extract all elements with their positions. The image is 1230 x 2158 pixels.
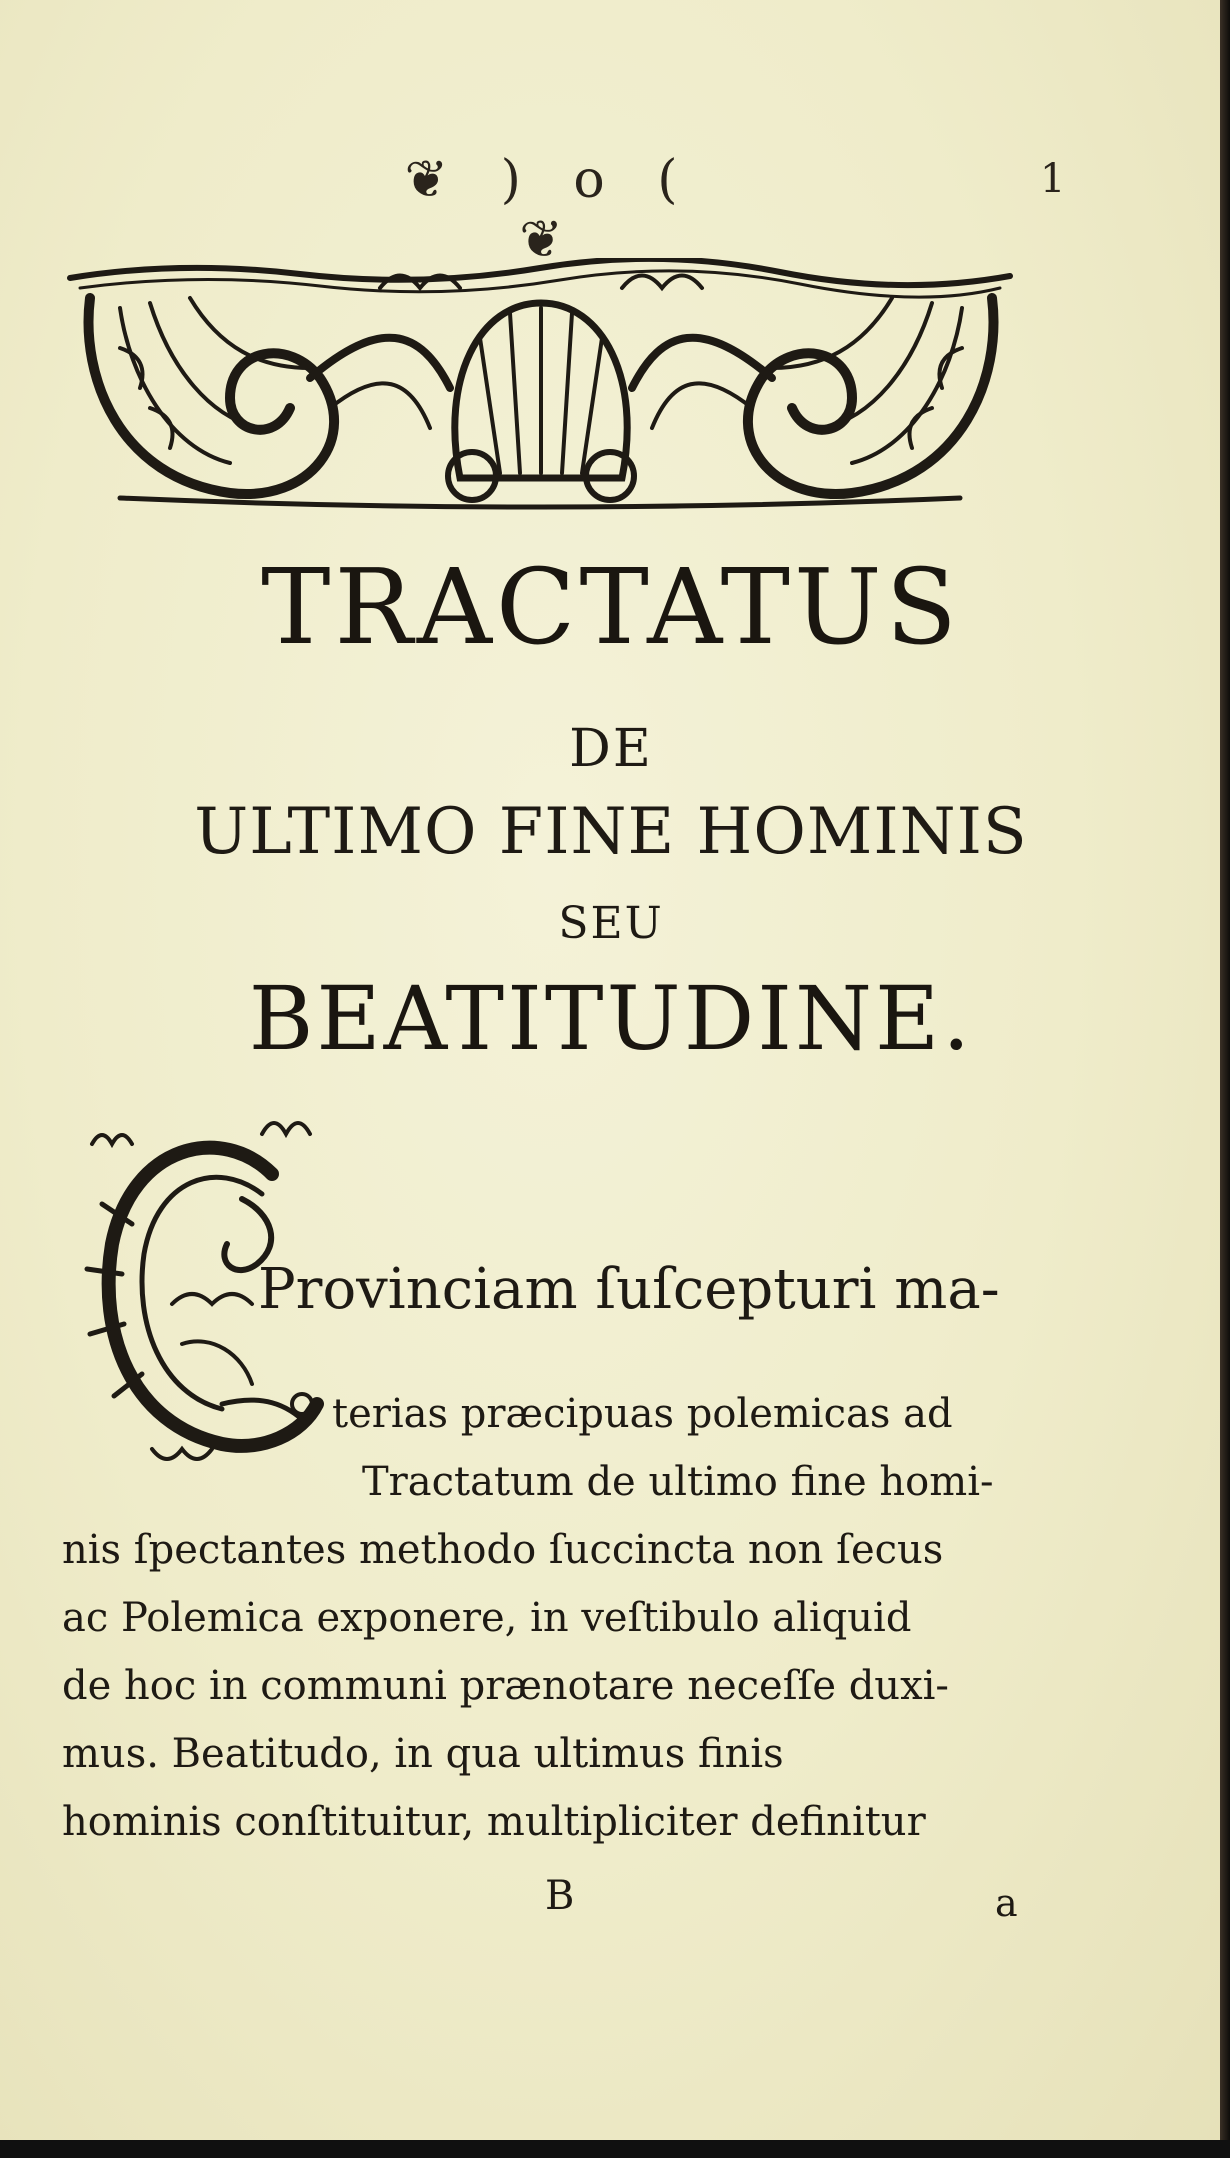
treatise-subtitle-beatitudine: BEATITUDINE. (248, 967, 974, 1070)
body-line: de hoc in communi prænotare neceſſe duxi- (62, 1663, 949, 1709)
body-line: mus. Beatitudo, in qua ultimus finis (62, 1731, 784, 1777)
header-ornament: ❦ ) o ( ❦ (404, 150, 696, 270)
body-line: Provinciam ſuſcepturi ma- (258, 1257, 1000, 1322)
page-edge-shadow (1220, 0, 1230, 2158)
body-line: ac Polemica exponere, in veſtibulo aliquid (62, 1595, 912, 1641)
body-line: nis ſpectantes methodo ſuccincta non ſecus (62, 1527, 944, 1573)
woodcut-headpiece (60, 258, 1022, 516)
page-bottom-shadow (0, 2140, 1230, 2158)
page-number: 1 (1040, 156, 1066, 202)
catchword: a (995, 1881, 1018, 1925)
treatise-subtitle: ULTIMO FINE HOMINIS (194, 795, 1028, 869)
treatise-title: TRACTATUS (261, 546, 961, 668)
signature-mark: B (545, 1873, 575, 1919)
body-line: terias præcipuas polemicas ad (332, 1391, 953, 1437)
body-line: Tractatum de ultimo fine homi- (362, 1459, 994, 1505)
title-conjunction: SEU (558, 898, 664, 949)
body-line: hominis conſtituitur, multipliciter definitur (62, 1799, 926, 1845)
title-preposition: DE (569, 719, 653, 779)
